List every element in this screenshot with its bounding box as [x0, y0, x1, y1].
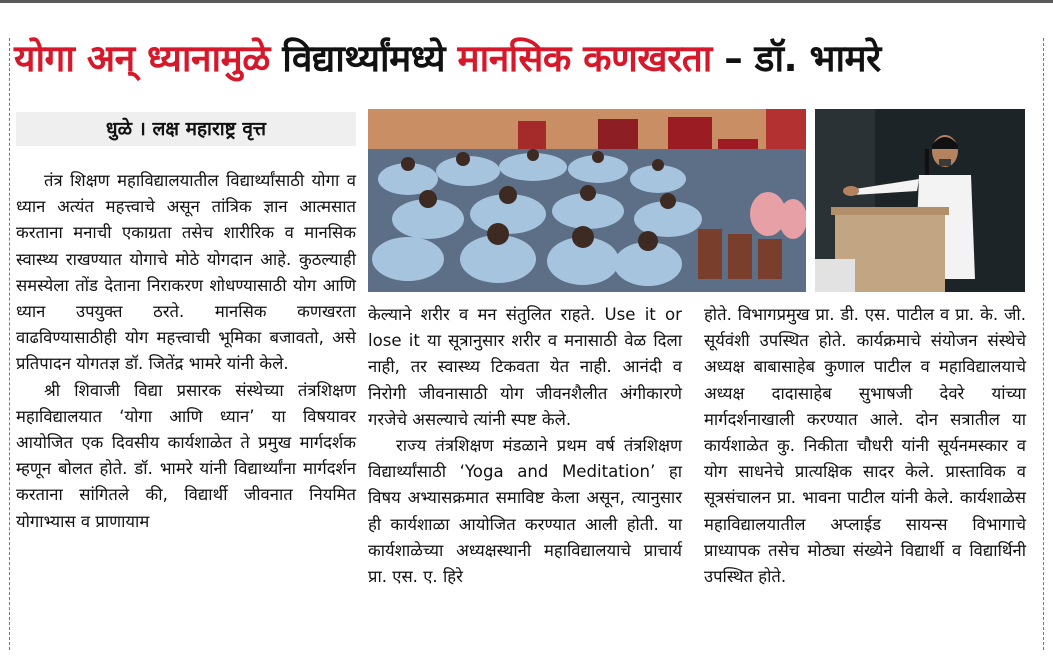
column-3-paragraph-1: होते. विभागप्रमुख प्रा. डी. एस. पाटील व प्रा. के. जी. सूर्यवंशी उपस्थित होते. कार्यक्रमाचे संयोजन संस्थेचे अध्यक्ष बाबासाहेब कुणाल पाटील व महाविद्यालयाचे अध्यक्ष दादासाहेब सुभाषजी देवरे यांच्या मार्गदर्शनाखाली करण्यात आले. दोन सत्रातील या कार्यशाळेत कु. निकीता चौधरी यांनी सूर्यनमस्कार व योग साधनेचे प्रात्यक्षिक सादर केले. प्रास्ताविक व सूत्रसंचालन प्रा. भावना पाटील यांनी केले. कार्यशाळेस महाविद्यालयातील अप्लाईड सायन्स विभागाचे प्राध्यापक तसेच मोठ्या संख्येने विद्यार्थी व विद्यार्थिनी उपस्थित होते. [704, 305, 1026, 587]
headline-part-1: योगा अन् ध्यानामुळे [14, 37, 270, 80]
headline-part-2: विद्यार्थ्यांमध्ये [282, 37, 446, 80]
article-column-1 [16, 168, 356, 535]
column-1-paragraph-2: श्री शिवाजी विद्या प्रसारक संस्थेच्या तंत्रशिक्षण महाविद्यालयात ‘योगा आणि ध्यान’ या विषयावर आयोजित एक दिवसीय कार्यशाळेत ते प्रमुख मार्गदर्शक म्हणून बोलत होते. डॉ. भामरे यांनी विद्यार्थ्यांना मार्गदर्शन करताना सांगितले की, विद्यार्थी जीवनात नियमित योगाभ्यास व प्राणायाम [16, 380, 356, 531]
headline-part-3: मानसिक कणखरता [457, 37, 712, 80]
column-2-paragraph-1: केल्याने शरीर व मन संतुलित राहते. Use it or lose it या सूत्रानुसार शरीर व मनासाठी वेळ दिला नाही, तर स्वास्थ्य टिकवता येत नाही. आनंदी व निरोगी जीवनासाठी योग जीवनशैलीत अंगीकारणे गरजेचे असल्याचे त्यांनी स्पष्ट केले. [368, 305, 682, 429]
column-2-paragraph-2: राज्य तंत्रशिक्षण मंडळाने प्रथम वर्ष तंत्रशिक्षण विद्यार्थ्यांसाठी ‘Yoga and Meditation’ हा विषय अभ्यासक्रमात समाविष्ट केला असून, त्यानुसार ही कार्यशाळा आयोजित करण्यात आली होती. या कार्यशाळेच्या अध्यक्षस्थानी महाविद्यालयाचे प्राचार्य प्रा. एस. ए. हिरे [368, 436, 682, 587]
headline-part-4: – डॉ. भामरे [724, 37, 881, 80]
audience-photo [368, 109, 806, 292]
audience-photo-image [368, 109, 806, 292]
article-column-3 [704, 302, 1026, 590]
column-1-paragraph-1: तंत्र शिक्षण महाविद्यालयातील विद्यार्थ्यांसाठी योगा व ध्यान अत्यंत महत्त्वाचे असून तांत्रिक ज्ञान आत्मसात करताना मनाची एकाग्रता तसेच शारीरिक व मानसिक स्वास्थ्य राखण्यात योगाचे मोठे योगदान आहे. कुठल्याही समस्येला तोंड देताना निराकरण शोधण्यासाठी योग आणि ध्यान उपयुक्त ठरते. मानसिक कणखरता वाढविण्यासाठीही योग महत्त्वाची भूमिका बजावतो, असे प्रतिपादन योगतज्ञ डॉ. जितेंद्र भामरे यांनी केले. [16, 171, 356, 374]
dateline: धुळे । लक्ष महाराष्ट्र वृत्त [16, 112, 356, 146]
speaker-photo [815, 109, 1025, 292]
article-column-2 [368, 302, 682, 590]
left-dashed-rule [9, 38, 10, 650]
speaker-photo-image [815, 109, 1025, 292]
headline [14, 24, 1039, 94]
top-rule [0, 0, 1053, 3]
right-dashed-rule [1043, 38, 1044, 650]
